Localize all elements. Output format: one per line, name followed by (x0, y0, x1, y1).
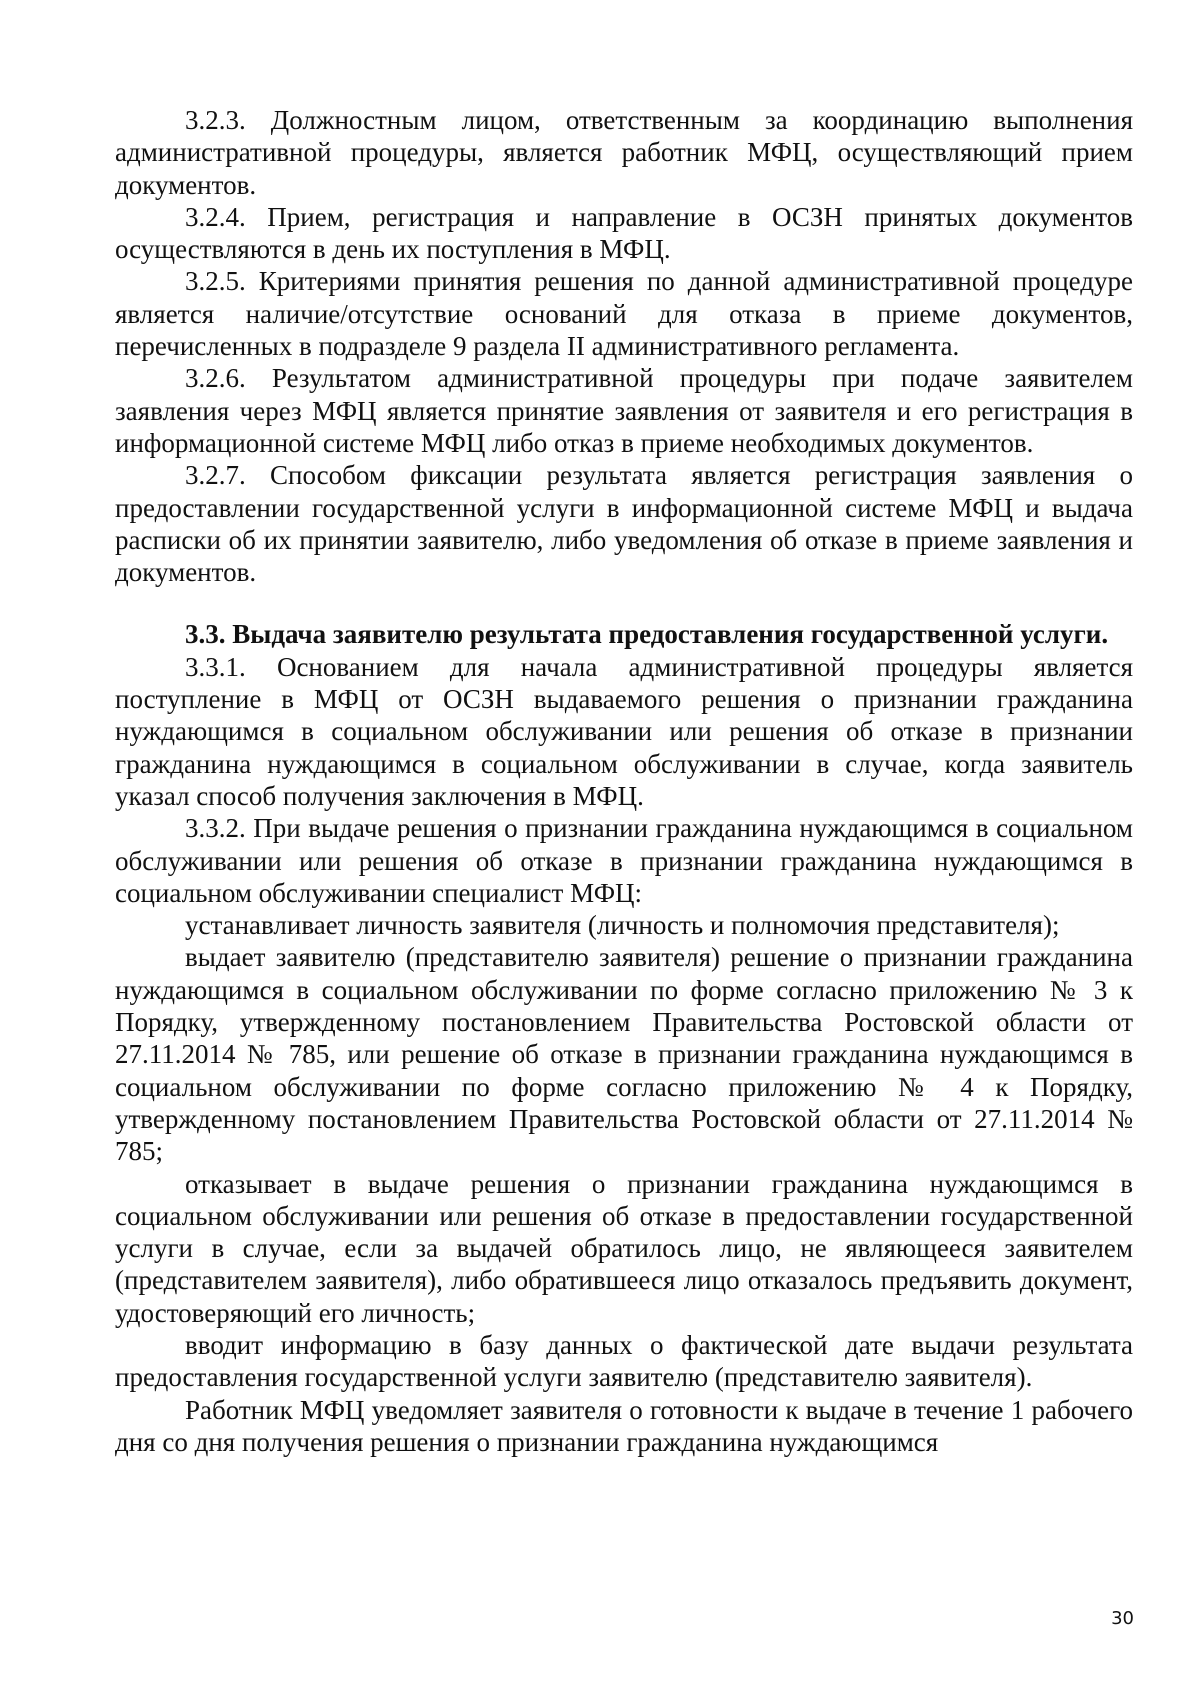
paragraph-3-2-3: 3.2.3. Должностным лицом, ответственным за координацию выполнения административной процедуры, является работник МФЦ, осуществляющий прием документов. (115, 105, 1133, 200)
paragraph-issues-decision: выдает заявителю (представителю заявителя) решение о признании гражданина нуждающимся в социальном обслуживании по форме согласно приложению № 3 к Порядку, утвержденному постановлением Правительства Ростовской области от 27.11.2014 № 785, или решение об отказе в признании гражданина нуждающимся в социальном обслуживании по форме согласно приложению № 4 к Порядку, утвержденному постановлением Правительства Ростовской области от 27.11.2014 № 785; (115, 942, 1133, 1167)
paragraph-identity-check: устанавливает личность заявителя (личность и полномочия представителя); (185, 910, 1060, 941)
paragraph-refuses-issue: отказывает в выдаче решения о признании гражданина нуждающимся в социальном обслуживании или решения об отказе в предоставлении государственной услуги в случае, если за выдачей обратилось лицо, не являющееся заявителем (представителем заявителя), либо обратившееся лицо отказалось предъявить документ, удостоверяющий его личность; (115, 1168, 1133, 1328)
paragraph-3-2-7: 3.2.7. Способом фиксации результата является регистрация заявления о предоставлении государственной услуги в информационной системе МФЦ и выдача расписки об их принятии заявителю, либо уведомления об отказе в приеме заявления и документов. (115, 460, 1133, 588)
paragraph-3-2-4: 3.2.4. Прием, регистрация и направление в ОСЗН принятых документов осуществляются в день их поступления в МФЦ. (115, 201, 1133, 265)
paragraph-3-3-1: 3.3.1. Основанием для начала административной процедуры является поступление в МФЦ от ОСЗН выдаваемого решения о признании гражданина нуждающимся в социальном обслуживании или решения об отказе в признании гражданина нуждающимся в социальном обслуживании в случае, когда заявитель указал способ получения заключения в МФЦ. (115, 651, 1133, 811)
paragraph-3-3-2: 3.3.2. При выдаче решения о признании гражданина нуждающимся в социальном обслуживании или решения об отказе в признании гражданина нуждающимся в социальном обслуживании специалист МФЦ: (115, 813, 1133, 908)
page-number: 30 (1111, 1608, 1134, 1629)
paragraph-3-2-5: 3.2.5. Критериями принятия решения по данной административной процедуре является наличие/отсутствие оснований для отказа в приеме документов, перечисленных в подразделе 9 раздела II административного регламента. (115, 266, 1133, 362)
section-heading-3-3: 3.3. Выдача заявителю результата предоставления государственной услуги. (185, 619, 1109, 650)
paragraph-3-2-6: 3.2.6. Результатом административной процедуры при подаче заявителем заявления через МФЦ является принятие заявления от заявителя и его регистрация в информационной системе МФЦ либо отказ в приеме необходимых документов. (115, 363, 1133, 458)
document-page (115, 104, 1133, 1458)
paragraph-enters-info: вводит информацию в базу данных о фактической дате выдачи результата предоставления государственной услуги заявителю (представителю заявителя). (115, 1329, 1133, 1393)
paragraph-notifies: Работник МФЦ уведомляет заявителя о готовности к выдаче в течение 1 рабочего дня со дня получения решения о признании гражданина нуждающимся (115, 1394, 1133, 1457)
